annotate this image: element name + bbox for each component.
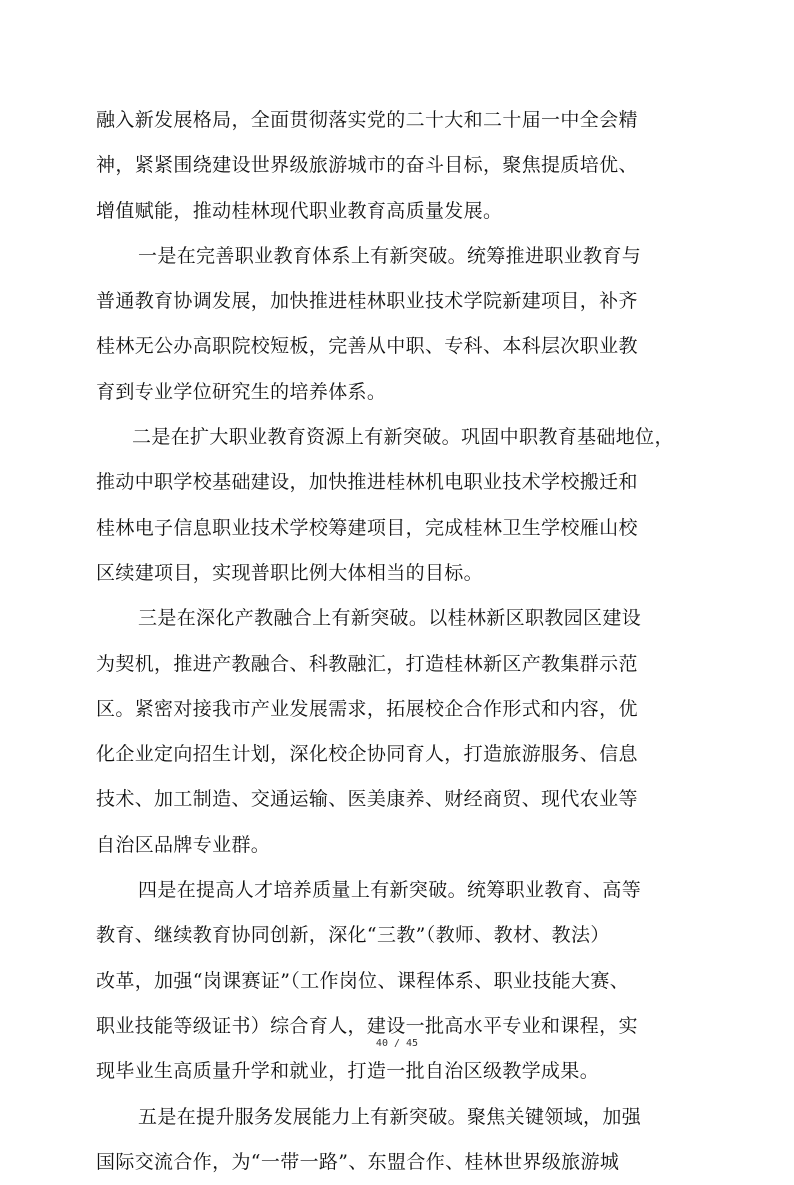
text-line: 增值赋能，推动桂林现代职业教育高质量发展。	[96, 199, 503, 222]
text-line: 桂林电子信息职业技术学校筹建项目，完成桂林卫生学校雁山校	[96, 516, 638, 539]
text-line: 职业技能等级证书）综合育人，建设一批高水平专业和课程，实	[96, 1014, 638, 1037]
text-line: 改革，加强“岗课赛证”（工作岗位、课程体系、职业技能大赛、	[96, 969, 630, 992]
document-body	[96, 98, 700, 1185]
text-line: 一是在完善职业教育体系上有新突破。统筹推进职业教育与	[138, 244, 642, 267]
text-line: 普通教育协调发展，加快推进桂林职业技术学院新建项目，补齐	[96, 290, 638, 313]
text-line: 融入新发展格局，全面贯彻落实党的二十大和二十届一中全会精	[96, 109, 638, 131]
text-line: 为契机，推进产教融合、科教融汇，打造桂林新区产教集群示范	[96, 652, 638, 675]
text-line: 区。紧密对接我市产业发展需求，拓展校企合作形式和内容，优	[96, 697, 638, 720]
text-line: 神，紧紧围绕建设世界级旅游城市的奋斗目标，聚焦提质培优、	[96, 154, 638, 177]
page-number: 40 / 45	[375, 1038, 419, 1049]
text-line: 技术、加工制造、交通运输、医美康养、财经商贸、现代农业等	[96, 788, 638, 811]
text-line: 育到专业学位研究生的培养体系。	[96, 380, 387, 403]
text-line: 四是在提高人才培养质量上有新突破。统筹职业教育、高等	[138, 879, 642, 902]
text-line: 三是在深化产教融合上有新突破。以桂林新区职教园区建设	[138, 607, 642, 630]
text-line: 化企业定向招生计划，深化校企协同育人，打造旅游服务、信息	[96, 743, 638, 766]
text-line: 国际交流合作，为“一带一路”、东盟合作、桂林世界级旅游城	[96, 1150, 620, 1173]
text-line: 区续建项目，实现普职比例大体相当的目标。	[96, 561, 484, 584]
text-line: 自治区品牌专业群。	[96, 833, 271, 856]
text-line: 教育、继续教育协同创新，深化“三教”（教师、教材、教法）	[96, 924, 610, 947]
text-line: 推动中职学校基础建设，加快推进桂林机电职业技术学校搬迁和	[96, 471, 638, 494]
text-line: 桂林无公办高职院校短板，完善从中职、专科、本科层次职业教	[96, 335, 638, 358]
text-line: 二是在扩大职业教育资源上有新突破。巩固中职教育基础地位，	[132, 426, 674, 449]
text-line: 五是在提升服务发展能力上有新突破。聚焦关键领域，加强	[138, 1105, 642, 1128]
text-line: 现毕业生高质量升学和就业，打造一批自治区级教学成果。	[96, 1060, 600, 1083]
